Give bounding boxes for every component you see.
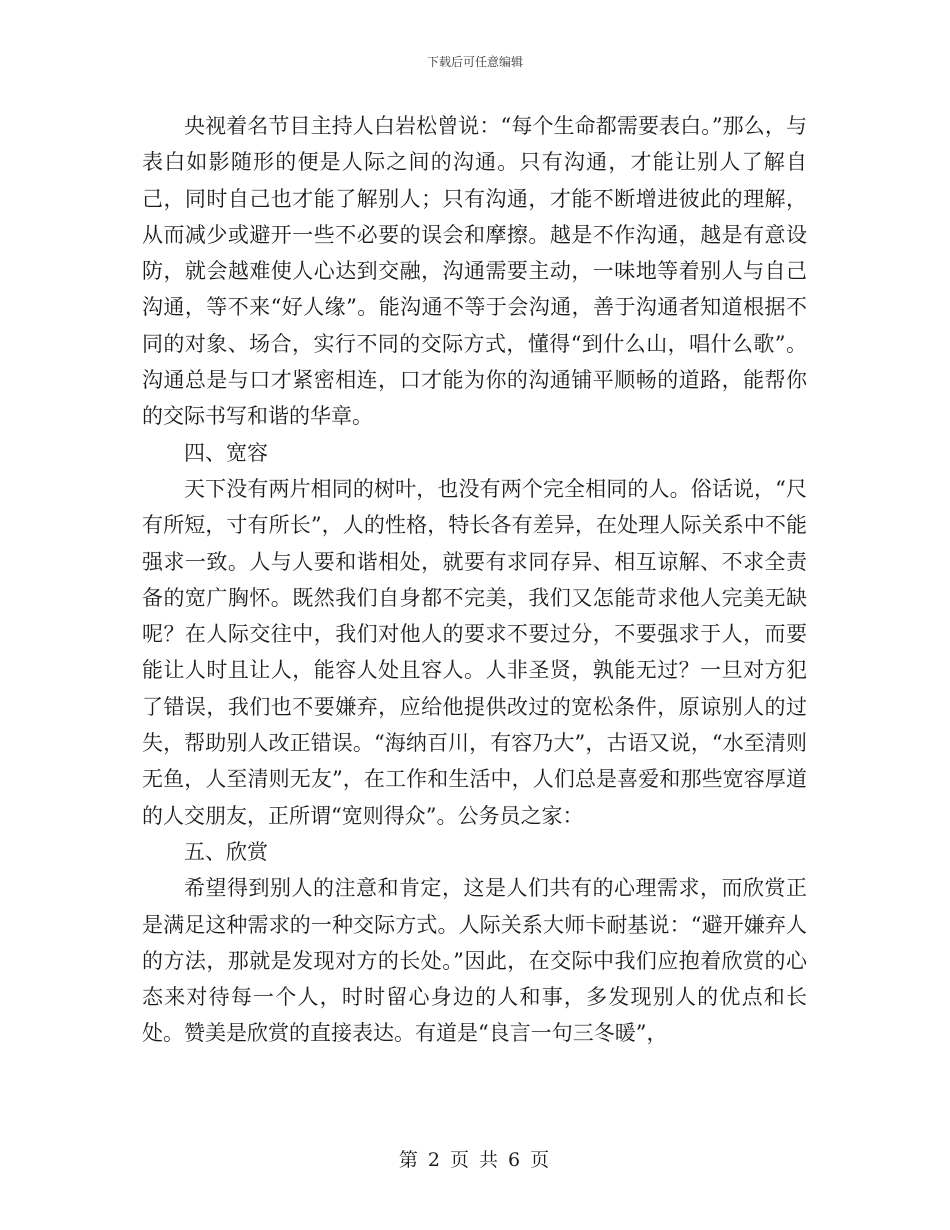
paragraph-appreciation: 希望得到别人的注意和肯定，这是人们共有的心理需求，而欣赏正是满足这种需求的一种交际方式。人际关系大师卡耐基说：“避开嫌弃人的方法，那就是发现对方的长处。”因此，在交际中我们应抱着欣赏的心态来对待每一个人，时时留心身边的人和事，多发现别人的优点和长处。赞美是欣赏的直接表达。有道是“良言一句三冬暖”， (142, 876, 807, 1046)
header-note: 下载后可任意编辑 (426, 55, 523, 69)
paragraph-tolerance: 天下没有两片相同的树叶，也没有两个完全相同的人。俗话说，“尺有所短，寸有所长”，人的性格，特长各有差异，在处理人际关系中不能强求一致。人与人要和谐相处，就要有求同存异、相互谅解、不求全责备的宽广胸怀。既然我们自身都不完美，我们又怎能苛求他人完美无缺呢？在人际交往中，我们对他人的要求不要过分，不要强求于人，而要能让人时且让人，能容人处且容人。人非圣贤，孰能无过？一旦对方犯了错误，我们也不要嫌弃，应给他提供改过的宽松条件，原谅别人的过失，帮助别人改正错误。“海纳百川，有容乃大”，古语又说，“水至清则无鱼，人至清则无友”，在工作和生活中，人们总是喜爱和那些宽容厚道的人交朋友，正所谓“宽则得众”。公务员之家： (142, 476, 807, 828)
section-heading-tolerance: 四、宽容 (184, 440, 268, 465)
document-body (142, 108, 807, 1052)
page-number-footer: 第 2 页 共 6 页 (398, 1149, 552, 1171)
paragraph-communication: 央视着名节目主持人白岩松曾说：“每个生命都需要表白。”那么，与表白如影随形的便是人际之间的沟通。只有沟通，才能让别人了解自己，同时自己也才能了解别人；只有沟通，才能不断增进彼此的理解，从而减少或避开一些不必要的误会和摩擦。越是不作沟通，越是有意设防，就会越难使人心达到交融，沟通需要主动，一味地等着别人与自己沟通，等不来“好人缘”。能沟通不等于会沟通，善于沟通者知道根据不同的对象、场合，实行不同的交际方式，懂得“到什么山，唱什么歌”。沟通总是与口才紧密相连，口才能为你的沟通铺平顺畅的道路，能帮你的交际书写和谐的华章。 (142, 114, 807, 429)
section-heading-appreciation: 五、欣赏 (184, 839, 268, 864)
